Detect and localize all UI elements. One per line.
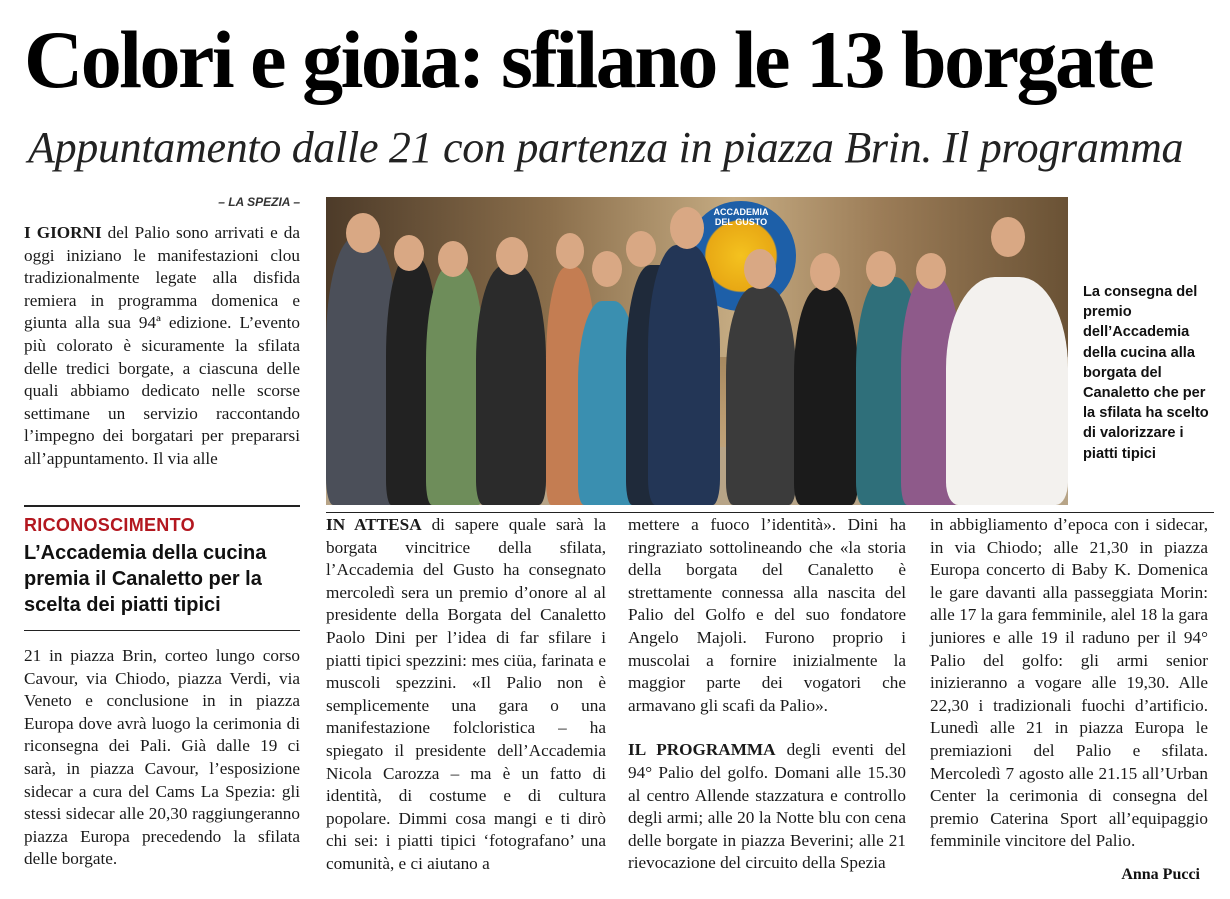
article-column-3: [628, 514, 906, 875]
photo-caption: La consegna del premio dell’Accademia della cucina alla borgata del Canaletto che per la sfilata ha scelto di valorizzare i piatti tipici: [1083, 284, 1209, 462]
person-head: [346, 213, 380, 253]
lead-in: I GIORNI: [24, 223, 102, 242]
person-head: [496, 237, 528, 275]
person-head: [991, 217, 1025, 257]
box-title: L’Accademia della cucina premia il Canaletto per la scelta dei piatti tipici: [24, 542, 267, 616]
column-text: in abbigliamento d’epoca con i sidecar, in via Chiodo; alle 21,30 in piazza Europa concerto di Baby K. Domenica le gare davanti alla passeggiata Morin: alle 17 la gara femminile, alel 18 la gara juniores e alle 19 il raduno per il 94° Palio del golfo: gli armi senior inizieranno a vogare alle 19,30. Alle 22,30 i tradizionali fuochi d’artificio. Lunedì alle 21 in piazza Europa le premiazioni del Palio e sfilata. Mercoledì 7 agosto alle 21.15 all’Urban Center la cerimonia di consegna del premio Caterina Sport all’equipaggio femminile vincitore del Palio.: [930, 515, 1208, 851]
column-text: mettere a fuoco l’identità». Dini ha ringraziato sottolineando che «la storia della borgata del Canaletto è strettamente connessa alla nascita del Palio del Golfo e del suo fondatore Angelo Majoli. Furono proprio i muscolai a fornire inizialmente la maggior parte dei vogatori che armavano gli scafi da Palio».: [628, 515, 906, 715]
headline: Colori e gioia: sfilano le 13 borgate: [24, 14, 1153, 105]
box-kicker: RICONOSCIMENTO: [24, 515, 195, 535]
byline: Anna Pucci: [1121, 866, 1200, 883]
person-head: [744, 249, 776, 289]
subheadline: Appuntamento dalle 21 con partenza in piazza Brin. Il programma: [28, 123, 1184, 172]
article-column-4: [930, 514, 1208, 853]
lead-in: IL PROGRAMMA: [628, 740, 776, 760]
column-text: del Palio sono arrivati e da oggi iniziano le manifestazioni clou tradizionalmente legate alla disfida remiera in programma domenica e giunta alla sua 94ª edizione. L’evento più colorato è sicuramente la sfilata delle tredici borgate, a ciascuna delle quali abbiamo dedicato nelle scorse settimane un servizio raccontando l’impegno dei borgatari per prepararsi all’appuntamento. Il via alle: [24, 223, 300, 468]
divider: [24, 505, 300, 507]
lead-in: IN ATTESA: [326, 515, 422, 534]
person-head: [916, 253, 946, 289]
divider: [326, 512, 1214, 513]
group-photo: [326, 197, 1068, 505]
banner-text: ACCADEMIA DEL GUSTO: [713, 207, 769, 227]
person: [794, 287, 858, 505]
person: [648, 245, 720, 505]
person-head: [626, 231, 656, 267]
dateline: – LA SPEZIA –: [218, 195, 300, 209]
article-column-1: [24, 222, 300, 471]
person-head: [670, 207, 704, 249]
person-head: [438, 241, 468, 277]
column-text: degli eventi del 94° Palio del golfo. Domani alle 15.30 al centro Allende stazzatura e controllo degli armi; alle 20 la Notte blu con cena delle borgate in piazza Beverini; alle 21 rievocazione del circuito della Spezia: [628, 740, 906, 873]
person-head: [394, 235, 424, 271]
column-text: di sapere quale sarà la borgata vincitrice della sfilata, l’Accademia del Gusto ha consegnato mercoledì sera un premio d’onore al al presidente della Borgata del Canaletto Paolo Dini per l’idea di far sfilare i piatti tipici spezzini: mes ciüa, farinata e muscoli spezzini. «Il Palio non è semplicemente una gara o una manifestazione folcloristica – ha spiegato il presidente dell’Accademia Nicola Carozza – ma è un fatto di identità, di costume e di cultura popolare. Dimmi cosa mangi e ti dirò chi sei: i piatti tipici ‘fotografano’ una comunità, e ci aiutano a: [326, 515, 606, 873]
article-column-2: [326, 514, 606, 876]
person-head: [810, 253, 840, 291]
article-column-1b: [24, 645, 300, 871]
person: [946, 277, 1068, 505]
person-head: [556, 233, 584, 269]
person: [476, 265, 546, 505]
column-text: 21 in piazza Brin, corteo lungo corso Cavour, via Chiodo, piazza Verdi, via Veneto e conclusione in in piazza Europa dove avrà luogo la cerimonia di riconsegna dei Pali. Già dalle 19 ci sarà, in piazza Cavour, l’esposizione sidecar a cura del Cams La Spezia: gli stessi sidecar alle 20,30 raggiungeranno piazza Europa precedendo la sfilata delle borgate.: [24, 646, 300, 869]
person-head: [866, 251, 896, 287]
person: [726, 287, 796, 505]
person-head: [592, 251, 622, 287]
divider: [24, 630, 300, 631]
